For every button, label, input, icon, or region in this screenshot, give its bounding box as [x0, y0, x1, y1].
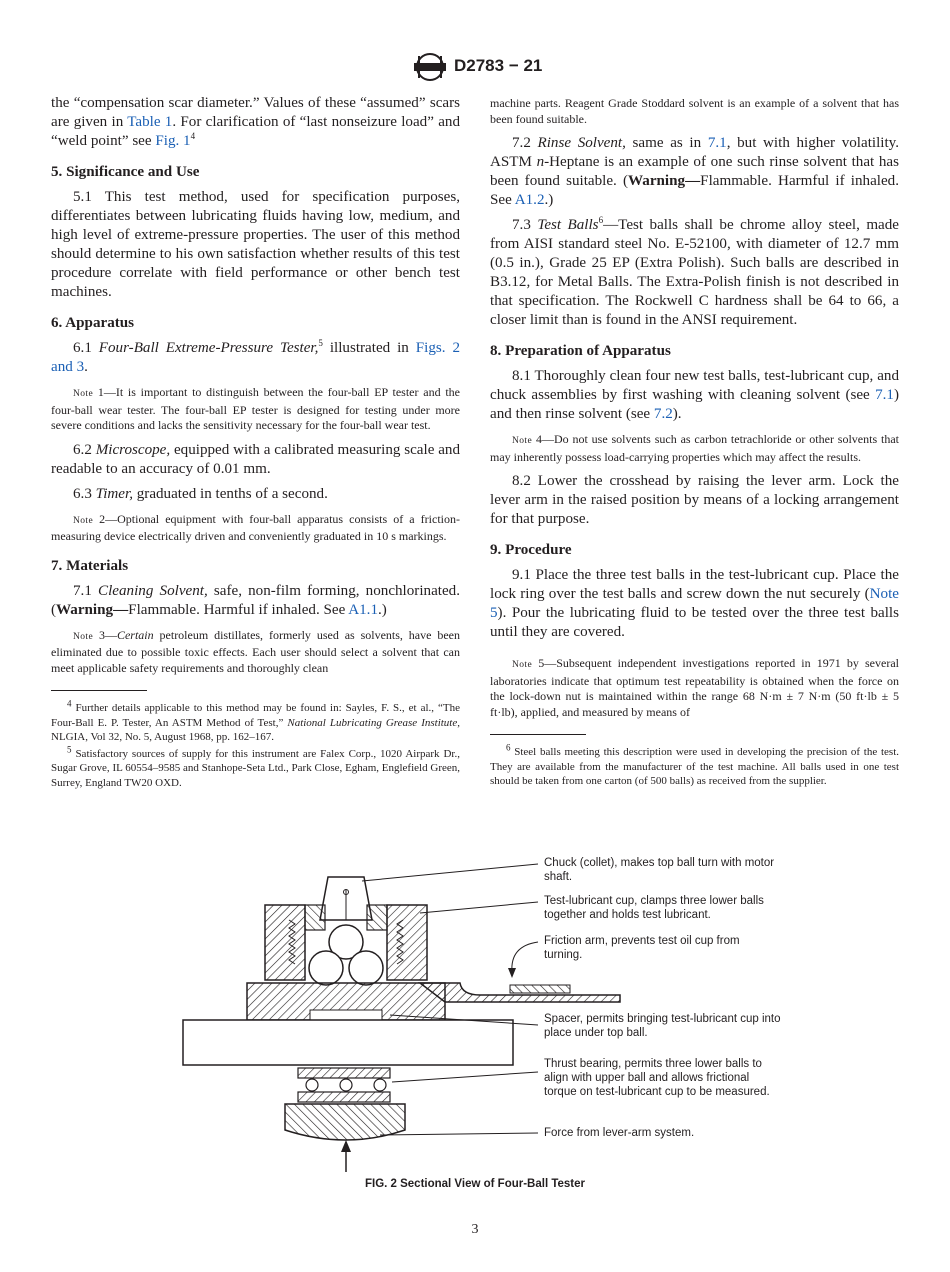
thrust-bearing: [298, 1068, 390, 1078]
note-3-continued: machine parts. Reagent Grade Stoddard solvent is an example of a solvent that has been found suitable.: [490, 96, 899, 126]
note-5-link[interactable]: Note 5: [490, 586, 899, 621]
callout-friction-arm: Friction arm, prevents test oil cup from turning.: [544, 935, 740, 961]
astm-logo-icon: [410, 52, 450, 82]
cup-housing: [265, 905, 305, 980]
paragraph-6-3: 6.3 Timer, graduated in tenths of a second.: [73, 485, 328, 502]
page-number: 3: [471, 1222, 479, 1237]
paragraph-7-2: 7.2 Rinse Solvent, same as in 7.1, but with higher volatility. ASTM n-Heptane is an example of one such rinse solvent that has been found suitable. (Warning—Flammable. Harmful if inhaled. See A1.2.): [490, 135, 900, 208]
ref-7-2-link[interactable]: 7.2: [653, 406, 673, 422]
note-5: Note 5—Subsequent independent investigations reported in 1971 by several laboratories indicate that optimum test repeatability is obtained when the force on the lock-down nut is maintained within the range 68 N·m ± 7 N·m (50 ft·lb ± 5 ft·lb), applied, and measured by means of: [490, 656, 899, 719]
page-header: [0, 52, 950, 82]
section-5-title: 5. Significance and Use: [51, 164, 200, 180]
callout-chuck: Chuck (collet), makes top ball turn with motor shaft.: [544, 857, 775, 883]
standard-designation: D2783 − 21: [454, 56, 543, 75]
note-2: Note 2—Optional equipment with four-ball apparatus consists of a friction-measuring device electrically driven and conveniently graduated in 10 s markings.: [51, 511, 460, 543]
spacer-plate: [183, 1020, 513, 1065]
paragraph-7-3: 7.3 Test Balls$^6$—Test balls shall be chrome alloy steel, made from AISI standard steel No. E-52100, with diameter of 12.7 mm (0.5 in.), Grade 25 EP (Extra Polish). Such balls are described in B3.12, for Metal Balls. The Extra-Polish finish is not described in that specification. The Rockwell C hardness shall be 64 to 66, a closer limit than is found in the ANSI requirement.: [490, 214, 900, 328]
ref-7-1-link[interactable]: 7.1: [707, 135, 727, 151]
footnote-6: $^6$ Steel balls meeting this description were used in developing the precision of the test. They are available from the manufacturer of the test machine. All balls used in one test should be taken from one carton (of 500 balls) as received from the supplier.: [490, 742, 899, 787]
paragraph-8-1: 8.1 Thoroughly clean four new test balls, test-lubricant cup, and chuck assemblies by first washing with cleaning solvent (see 7.1) and then rinse solvent (see 7.2).: [490, 368, 899, 422]
paragraph-7-1: 7.1 Cleaning Solvent, safe, non-film forming, nonchlorinated. (Warning—Flammable. Harmful if inhaled. See A1.1.): [51, 582, 460, 618]
figure-2: [150, 850, 800, 1175]
paragraph-5-1: 5.1 This test method, used for specification purposes, differentiates between lubricating fluids having low, medium, and high level of extreme-pressure properties. The user of this method should determine to his own satisfaction whether results of this test procedure correlate with field performance or other bench test machines.: [51, 189, 460, 300]
callout-thrust-bearing: Thrust bearing, permits three lower balls to align with upper ball and allows frictional torque on test-lubricant cup to be measured.: [544, 1058, 770, 1098]
footnote-4: $^4$ Further details applicable to this method may be found in: Sayles, F. S., et al., “The Four-Ball E. P. Tester, An ASTM Method of Test,” National Lubricating Grease Institute, NLGIA, Vol 32, No. 5, August 1968, pp. 162–167.: [51, 698, 460, 743]
section-6-title: 6. Apparatus: [51, 315, 135, 331]
callout-force: Force from lever-arm system.: [544, 1127, 695, 1139]
callout-spacer: Spacer, permits bringing test-lubricant cup into place under top ball.: [544, 1013, 781, 1039]
footnote-5: $^5$ Satisfactory sources of supply for this instrument are Falex Corp., 1020 Airpark Dr., Sugar Grove, IL 60554–9585 and Stanhope-Seta Ltd., Park Close, Egham, Englefield Green, Surrey, England TW20 OXD.: [51, 743, 460, 789]
figs-2-3-link[interactable]: Figs. 2 and 3: [51, 340, 461, 375]
paragraph-6-1: 6.1 Four-Ball Extreme-Pressure Tester,$^5$ illustrated in Figs. 2 and 3.: [51, 337, 461, 375]
ref-7-1-link-2[interactable]: 7.1: [875, 387, 894, 403]
callout-test-lubricant-cup: Test-lubricant cup, clamps three lower balls together and holds test lubricant.: [544, 895, 764, 921]
note-3: Note 3—Certain petroleum distillates, formerly used as solvents, have been eliminated due to possible toxic effects. Each user should select a solvent that can meet applicable safety requirements and thoroughly clean: [51, 627, 460, 675]
table-1-link[interactable]: Table 1: [127, 114, 173, 130]
lower-ball-left: [309, 951, 343, 985]
a1-1-link[interactable]: A1.1: [348, 601, 379, 618]
fig-1-link[interactable]: Fig. 1: [155, 133, 191, 149]
figure-caption: FIG. 2 Sectional View of Four-Ball Tester: [364, 1178, 586, 1190]
note-4: Note 4—Do not use solvents such as carbon tetrachloride or other solvents that may inherently possess load-carrying properties which may affect the results.: [490, 432, 899, 464]
footnote-rule: [51, 690, 147, 691]
section-8-title: 8. Preparation of Apparatus: [490, 343, 671, 359]
paragraph-6-2: 6.2 Microscope, equipped with a calibrated measuring scale and readable to an accuracy of 0.01 mm.: [51, 441, 461, 477]
lower-ball-right: [349, 951, 383, 985]
right-column: [490, 96, 899, 791]
paragraph-8-2: 8.2 Lower the crosshead by raising the lever arm. Lock the lever arm in the raised position by means of a locking arrangement for that purpose.: [490, 473, 899, 527]
a1-2-link[interactable]: A1.2: [514, 192, 545, 208]
force-arrow-icon: [341, 1140, 351, 1152]
note-1: Note 1—It is important to distinguish between the four-ball EP tester and the four-ball wear tester. The four-ball EP tester is designed for testing under more severe conditions and lacks the sensitivity necessary for the four-ball wear test.: [51, 385, 460, 432]
left-column: [51, 94, 460, 792]
footnote-rule-right: [490, 734, 586, 735]
section-7-title: 7. Materials: [51, 557, 129, 574]
section-9-title: 9. Procedure: [490, 542, 572, 558]
paragraph-9-1: 9.1 Place the three test balls in the test-lubricant cup. Place the lock ring over the test balls and screw down the nut securely (Note 5). Pour the lubricating fluid to be tested over the three test balls until they are covered.: [490, 567, 899, 640]
continued-paragraph: the “compensation scar diameter.” Values of these “assumed” scars are given in Table 1. For clarification of “last nonseizure load” and “weld point” see Fig. $1^4$: [51, 95, 460, 149]
